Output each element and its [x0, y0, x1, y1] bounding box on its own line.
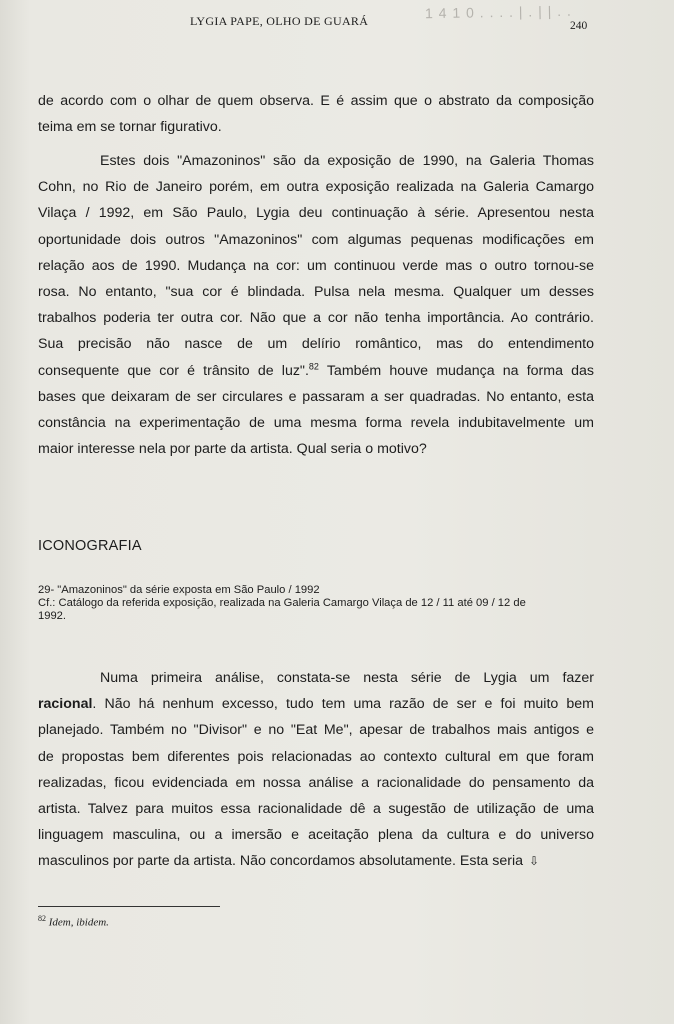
page-number: 240	[570, 20, 588, 32]
text-line: planejado. Também no "Divisor" e no "Eat Me", apesar de trabalhos mais antigos e	[38, 722, 594, 739]
text-line-with-bold	[38, 691, 594, 717]
text-line: realizadas, ficou evidenciada em nossa análise a racionalidade do pensamento da	[38, 774, 594, 791]
running-head: LYGIA PAPE, OLHO DE GUARÁ	[190, 14, 369, 28]
text-line: artista. Talvez para muitos essa racionalidade dê a sugestão de utilização de uma	[38, 801, 594, 818]
caption-line: 29- "Amazoninos" da série exposta em São Paulo / 1992	[38, 584, 320, 596]
text-line: teima em se tornar figurativo.	[38, 119, 222, 136]
figure-caption	[38, 584, 596, 623]
caption-line: Cf.: Catálogo da referida exposição, realizada na Galeria Camargo Vilaça de 12 / 11 até 09 / 12 de	[38, 597, 526, 609]
text-line: relação aos de 1990. Mudança na cor: um continuou verde mas o outro tornou-se	[38, 257, 594, 274]
text-line: trabalhos poderia ter outra cor. Não que a cor não tenha importância. Ao contrário.	[38, 310, 594, 327]
paragraph-2	[38, 148, 594, 462]
text-line: constância na experimentação de uma mesma forma revela indubitavelmente um	[38, 415, 594, 432]
continue-arrow-icon: ⇩	[529, 854, 540, 869]
text-fragment: consequente que cor é trânsito de luz".	[38, 362, 309, 379]
text-line: bases que deixaram de ser circulares e passaram a ser quadradas. No entanto, esta	[38, 388, 594, 405]
text-fragment: masculinos por parte da artista. Não concordamos absolutamente. Esta seria	[38, 853, 523, 870]
text-line: de propostas bem diferentes pois relacionadas ao contexto cultural em que foram	[38, 748, 594, 765]
footnote-divider	[38, 906, 220, 907]
text-line: de acordo com o olhar de quem observa. E é assim que o abstrato da composição	[38, 93, 594, 109]
caption-line: 1992.	[38, 610, 66, 622]
footnote	[38, 914, 109, 929]
text-line: oportunidade dois outros "Amazoninos" com algumas pequenas modificações em	[38, 231, 594, 248]
text-fragment: Também houve mudança na forma das	[318, 362, 594, 379]
text-line: rosa. No entanto, "sua cor é blindada. Pulsa nela mesma. Qualquer um desses	[38, 284, 594, 301]
text-line: Estes dois "Amazoninos" são da exposição de 1990, na Galeria Thomas	[100, 153, 594, 169]
footnote-text: Idem, ibidem.	[46, 916, 109, 929]
paragraph-3	[38, 665, 594, 875]
text-line: Cohn, no Rio de Janeiro porém, em outra exposição realizada na Galeria Camargo	[38, 179, 594, 196]
paragraph-1	[38, 88, 594, 140]
bold-term: racional	[38, 696, 93, 713]
footnote-reference: 82	[308, 360, 319, 371]
footnote-number: 82	[38, 914, 46, 923]
pencil-annotation: 1 4 1 0 . . . . | . | | . .	[424, 2, 572, 22]
text-line: Numa primeira análise, constata-se nesta série de Lygia um fazer	[100, 670, 594, 686]
text-line: Vilaça / 1992, em São Paulo, Lygia deu continuação à série. Apresentou nesta	[38, 205, 594, 222]
text-fragment: . Não há nenhum excesso, tudo tem uma razão de ser e foi muito bem	[92, 696, 594, 713]
text-line: maior interesse nela por parte da artista. Qual seria o motivo?	[38, 441, 427, 458]
text-line-last	[38, 848, 594, 874]
text-line: linguagem masculina, ou a imersão e aceitação plena da cultura e do universo	[38, 827, 594, 844]
text-line-with-footnote	[38, 358, 594, 384]
text-line: Sua precisão não nasce de um delírio romântico, mas do entendimento	[38, 336, 594, 353]
section-heading: ICONOGRAFIA	[38, 538, 142, 554]
